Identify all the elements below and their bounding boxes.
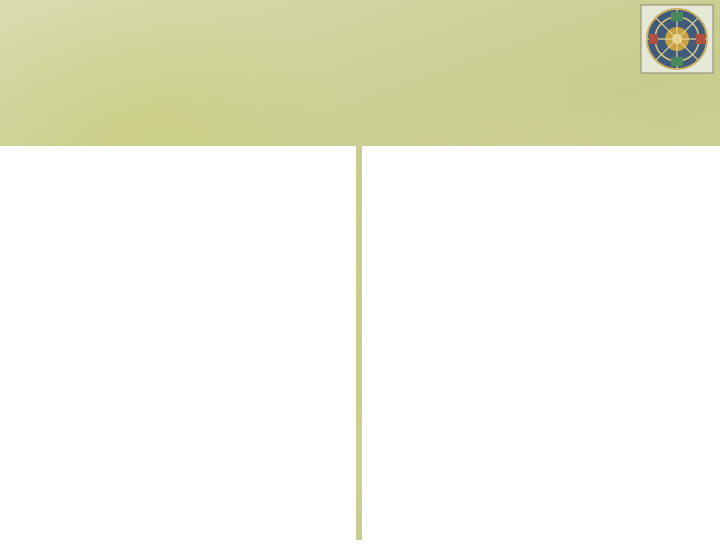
supertree-b — [362, 146, 720, 540]
supertree-a — [0, 146, 356, 540]
tree-panel-a — [0, 146, 356, 540]
rosette-logo-icon — [640, 4, 714, 74]
tree-panel-b — [362, 146, 720, 540]
